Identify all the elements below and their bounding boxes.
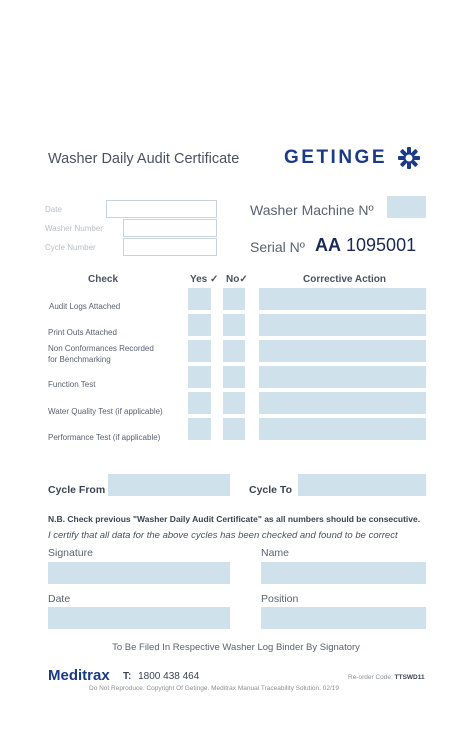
cycle-from-label: Cycle From — [48, 484, 106, 496]
action-cell[interactable] — [259, 392, 426, 414]
cycle-from-field[interactable] — [108, 474, 230, 496]
action-cell[interactable] — [259, 340, 426, 362]
check-row-label: Function Test — [48, 380, 96, 389]
serial-label: Serial Nº — [250, 239, 305, 255]
yes-cell[interactable] — [188, 288, 211, 310]
no-cell[interactable] — [223, 392, 245, 414]
serial-prefix: AA — [315, 235, 341, 255]
action-cell[interactable] — [259, 418, 426, 440]
no-cell[interactable] — [223, 366, 245, 388]
check-row-label: Audit Logs Attached — [49, 302, 121, 311]
reorder-value: TTSWD11 — [394, 674, 425, 681]
yes-cell[interactable] — [188, 340, 211, 362]
check-row-label: Performance Test (if applicable) — [48, 433, 161, 442]
check-row-label: Water Quality Test (if applicable) — [48, 407, 163, 416]
cycle-number-field[interactable] — [123, 238, 217, 256]
phone-label: T: — [123, 671, 132, 682]
meditrax-logo: Meditrax — [48, 667, 110, 684]
brand-wordmark: GETINGE — [284, 147, 388, 168]
date-label: Date — [45, 205, 62, 214]
yes-header: Yes ✓ — [190, 274, 219, 285]
no-cell[interactable] — [223, 288, 245, 310]
no-cell[interactable] — [223, 340, 245, 362]
corrective-action-header: Corrective Action — [303, 274, 386, 285]
signoff-date-label: Date — [48, 593, 71, 605]
filing-instruction: To Be Filed In Respective Washer Log Binder By Signatory — [112, 642, 360, 653]
check-header: Check — [88, 274, 119, 285]
name-label: Name — [261, 547, 290, 559]
certify-statement: I certify that all data for the above cycles has been checked and found to be correct — [48, 530, 398, 541]
date-field[interactable] — [106, 200, 217, 218]
phone-line — [123, 671, 199, 682]
position-label: Position — [261, 593, 299, 605]
cycle-to-field[interactable] — [298, 474, 426, 496]
action-cell[interactable] — [259, 314, 426, 336]
signoff-date-field[interactable] — [48, 607, 230, 629]
washer-number-field[interactable] — [123, 219, 217, 237]
cycle-to-label: Cycle To — [249, 484, 292, 496]
check-row-label: Print Outs Attached — [48, 328, 117, 337]
brand-logo — [284, 146, 421, 172]
page-title: Washer Daily Audit Certificate — [48, 151, 240, 167]
washer-number-label: Washer Number — [45, 224, 103, 233]
check-row-label: Non Conformances Recorded for Benchmarking — [48, 344, 154, 364]
signature-field[interactable] — [48, 562, 230, 584]
yes-cell[interactable] — [188, 366, 211, 388]
nb-note: N.B. Check previous "Washer Daily Audit Certificate" as all numbers should be consecutive. — [48, 514, 421, 524]
cycle-number-label: Cycle Number — [45, 243, 96, 252]
washer-machine-field[interactable] — [387, 196, 426, 218]
reorder-label: Re-order Code: — [348, 674, 393, 681]
getinge-star-icon — [397, 146, 421, 170]
serial-number — [315, 235, 416, 256]
yes-cell[interactable] — [188, 418, 211, 440]
yes-cell[interactable] — [188, 392, 211, 414]
washer-machine-label: Washer Machine Nº — [250, 202, 374, 218]
action-cell[interactable] — [259, 288, 426, 310]
copyright-note: Do Not Reproduce. Copyright Of Getinge. Meditrax Manual Traceability Solution. 02/19 — [89, 685, 340, 692]
yes-cell[interactable] — [188, 314, 211, 336]
serial-digits: 1095001 — [346, 235, 417, 255]
signature-label: Signature — [48, 547, 93, 559]
name-field[interactable] — [261, 562, 426, 584]
no-cell[interactable] — [223, 314, 245, 336]
phone-number: 1800 438 464 — [138, 671, 200, 682]
no-header: No✓ — [226, 274, 248, 285]
action-cell[interactable] — [259, 366, 426, 388]
reorder-code — [348, 674, 425, 681]
no-cell[interactable] — [223, 418, 245, 440]
position-field[interactable] — [261, 607, 426, 629]
